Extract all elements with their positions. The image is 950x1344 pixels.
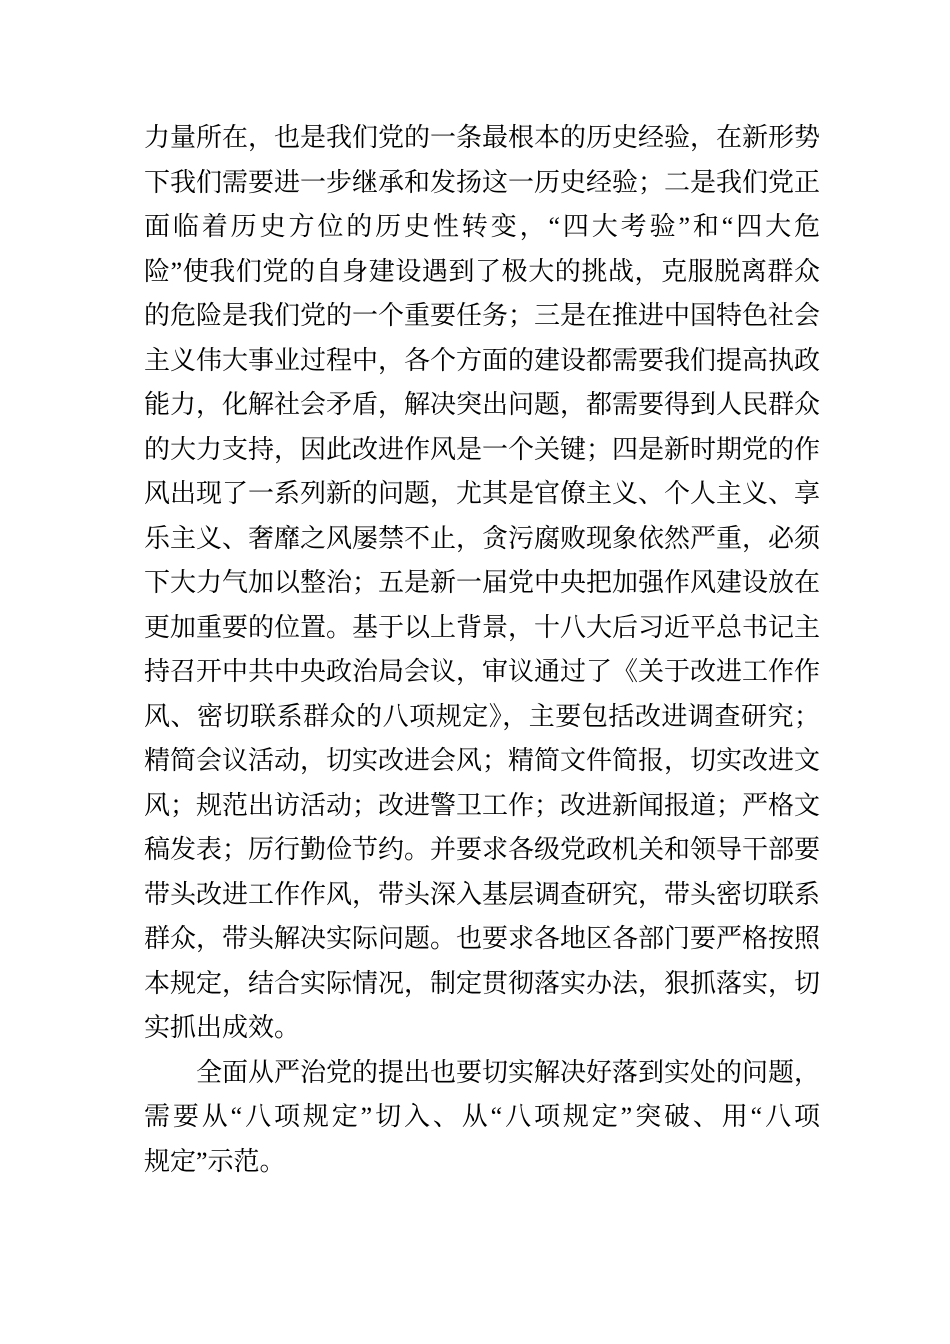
text-line: 下我们需要进一步继承和发扬这一历史经验；二是我们党正 [144, 167, 821, 197]
text-line: 稿发表；厉行勤俭节约。并要求各级党政机关和领导干部要 [144, 835, 821, 864]
text-line: 能力，化解社会矛盾，解决突出问题，都需要得到人民群众 [144, 390, 821, 419]
text-line: 实抓出成效。 [144, 1013, 301, 1042]
text-line: 面临着历史方位的历史性转变，“四大考验”和“四大危 [144, 212, 820, 241]
text-line: 风；规范出访活动；改进警卫工作；改进新闻报道；严格文 [144, 790, 821, 820]
text-line: 乐主义、奢靡之风屡禁不止，贪污腐败现象依然严重，必须 [144, 523, 821, 553]
text-line: 精简会议活动，切实改进会风；精简文件简报，切实改进文 [144, 746, 821, 775]
text-line: 力量所在，也是我们党的一条最根本的历史经验，在新形势 [144, 123, 821, 152]
text-line: 风出现了一系列新的问题，尤其是官僚主义、个人主义、享 [144, 479, 821, 508]
text-line: 全面从严治党的提出也要切实解决好落到实处的问题， [196, 1057, 821, 1087]
text-line: 主义伟大事业过程中，各个方面的建设都需要我们提高执政 [144, 345, 821, 375]
text-line: 下大力气加以整治；五是新一届党中央把加强作风建设放在 [144, 568, 821, 597]
text-line: 更加重要的位置。基于以上背景，十八大后习近平总书记主 [144, 612, 821, 642]
text-line: 需要从“八项规定”切入、从“八项规定”突破、用“八项 [144, 1102, 820, 1131]
text-line: 群众，带头解决实际问题。也要求各地区各部门要严格按照 [144, 924, 821, 953]
text-line: 的大力支持，因此改进作风是一个关键；四是新时期党的作 [144, 434, 821, 464]
text-line: 持召开中共中央政治局会议，审议通过了《关于改进工作作 [144, 657, 821, 686]
text-line: 带头改进工作作风，带头深入基层调查研究，带头密切联系 [144, 879, 821, 909]
document-text-block [144, 116, 820, 1184]
text-line: 风、密切联系群众的八项规定》，主要包括改进调查研究； [144, 701, 820, 731]
text-line: 险”使我们党的自身建设遇到了极大的挑战，克服脱离群众 [144, 256, 820, 286]
text-line: 本规定，结合实际情况，制定贯彻落实办法，狠抓落实，切 [144, 968, 821, 998]
text-line: 的危险是我们党的一个重要任务；三是在推进中国特色社会 [144, 301, 821, 330]
text-line: 规定”示范。 [144, 1146, 286, 1176]
